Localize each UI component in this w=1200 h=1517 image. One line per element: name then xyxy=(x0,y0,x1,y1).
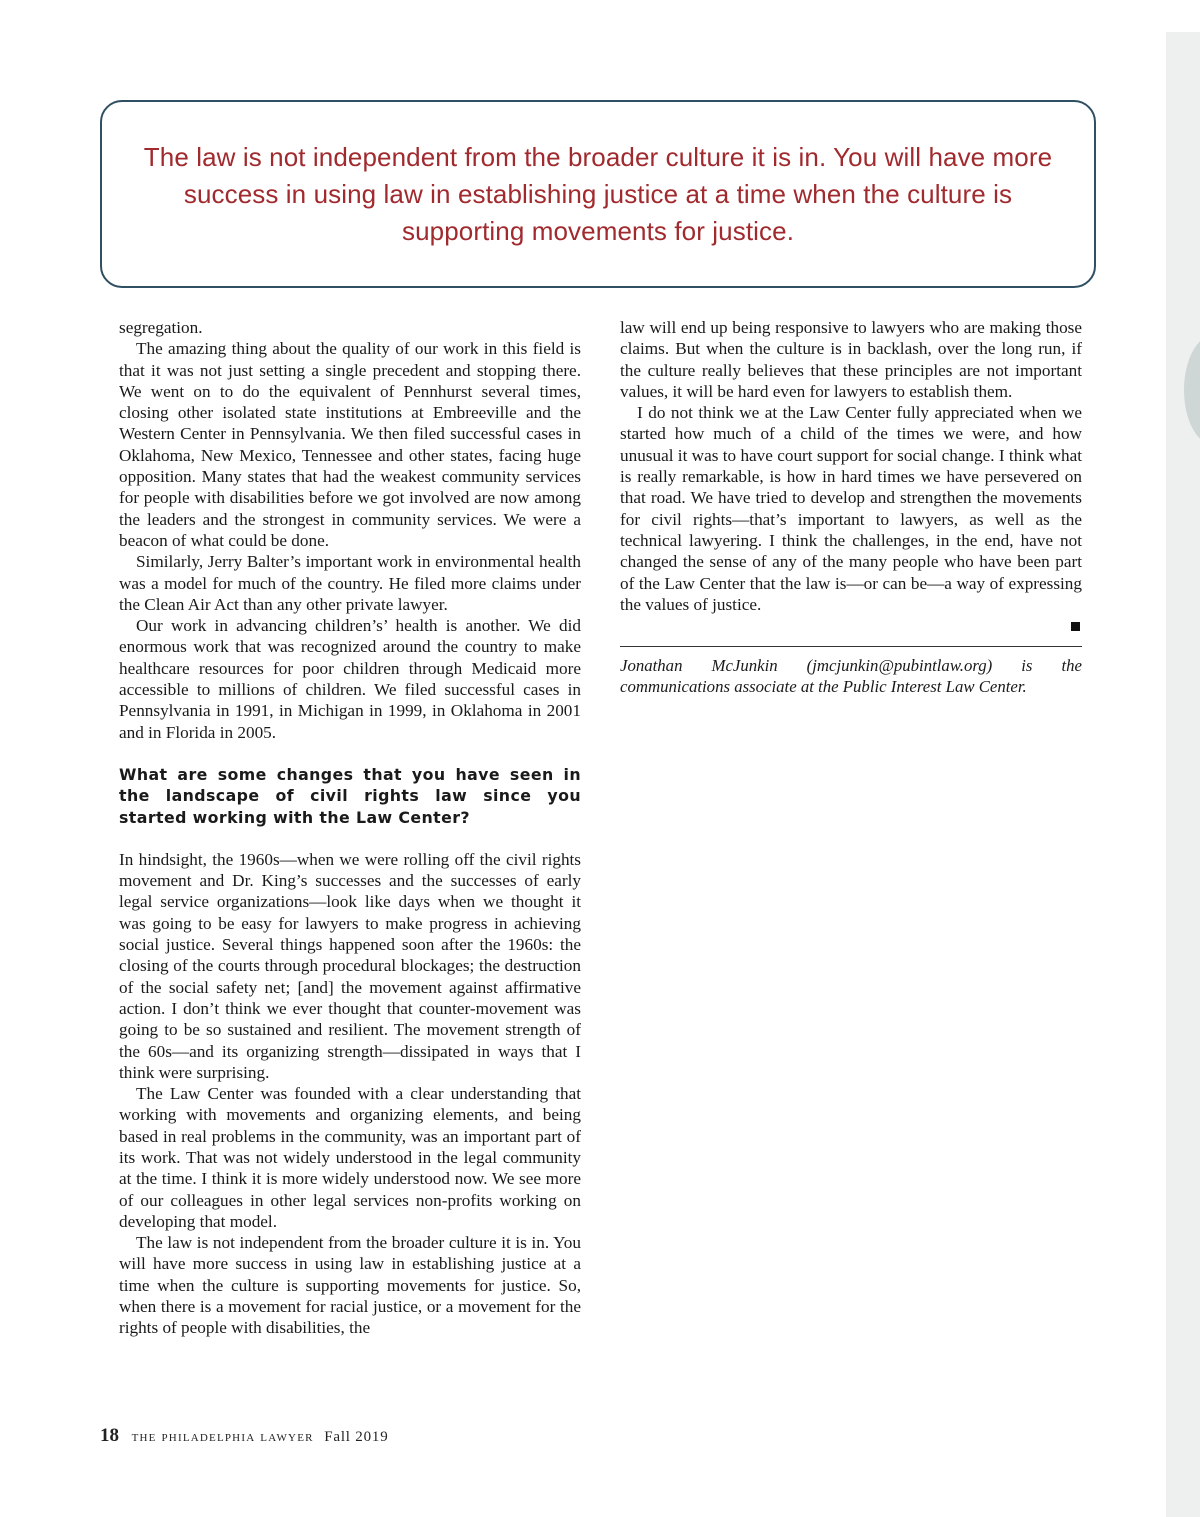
page-footer xyxy=(100,1425,389,1447)
paragraph: Our work in advancing children’s’ health is another. We did enormous work that was recognized around the country to make healthcare resources for poor children through Medicaid more accessible to millions of children. We filed successful cases in Pennsylvania in 1991, in Michigan in 1999, in Oklahoma in 2001 and in Florida in 2005. xyxy=(119,616,581,742)
paragraph: segregation. xyxy=(119,318,203,337)
page-number: 18 xyxy=(100,1425,119,1446)
issue-date: Fall 2019 xyxy=(324,1429,389,1445)
paragraph: I do not think we at the Law Center fully appreciated when we started how much of a child of the times we were, and how unusual it was to have court support for social change. I think what is really remarkable, is how in hard times we have persevered on that road. We have tried to develop and strengthen the movements for civil rights—that’s important to lawyers, as well as the technical lawyering. I think the challenges, in the end, have not changed the sense of any of the many people who have been part of the Law Center that the law is—or can be—a way of expressing the values of justice. xyxy=(620,403,1082,614)
right-column xyxy=(620,317,1082,698)
paragraph: The amazing thing about the quality of our work in this field is that it was not just setting a single precedent and stopping there. We went on to do the equivalent of Pennhurst several times, closing other isolated state institutions at Embreeville and the Western Center in Pennsylvania. We then filed successful cases in Oklahoma, New Mexico, Tennessee and other states, facing huge opposition. Many states that had the weakest community services for people with disabilities before we got involved are now among the leaders and the strongest in community services. We were a beacon of what could be done. xyxy=(119,339,581,550)
end-square-icon xyxy=(1071,622,1080,631)
paragraph: Similarly, Jerry Balter’s important work in environmental health was a model for much of the country. He filed more claims under the Clean Air Act than any other private lawyer. xyxy=(119,552,581,614)
paragraph: law will end up being responsive to lawyers who are making those claims. But when the culture is in backlash, over the long run, if the culture really believes that these principles are not important values, it will be hard even for lawyers to establish them. xyxy=(620,318,1082,401)
publication-name: the philadelphia lawyer xyxy=(131,1429,314,1445)
pull-quote: The law is not independent from the broader culture it is in. You will have more success in using law in establishing justice at a time when the culture is supporting movements for justice. xyxy=(143,141,1053,246)
interview-question: What are some changes that you have seen in the landscape of civil rights law since you started working with the Law Center? xyxy=(119,764,581,827)
author-bio: Jonathan McJunkin (jmcjunkin@pubintlaw.org) is the communications associate at the Public Interest Law Center. xyxy=(620,656,1082,697)
end-mark xyxy=(620,615,1082,636)
divider xyxy=(620,646,1082,647)
paragraph: The Law Center was founded with a clear understanding that working with movements and organizing elements, and being based in real problems in the community, was an important part of its work. That was not widely understood in the legal community at the time. I think it is more widely understood now. We see more of our colleagues in other legal services non-profits working on developing that model. xyxy=(119,1084,581,1231)
paragraph: In hindsight, the 1960s—when we were rolling off the civil rights movement and Dr. King’s successes and the successes of early legal service organizations—look like days when we thought it was going to be easy for lawyers to make progress in achieving social justice. Several things happened soon after the 1960s: the closing of the courts through procedural blockages; the destruction of the social safety net; [and] the movement against affirmative action. I don’t think we ever thought that counter-movement was going to be so sustained and resilient. The movement strength of the 60s—and its organizing strength—dissipated in ways that I think were surprising. xyxy=(119,849,581,1082)
paragraph: The law is not independent from the broader culture it is in. You will have more success in using law in establishing justice at a time when the culture is supporting movements for justice. So, when there is a movement for racial justice, or a movement for the rights of people with disabilities, the xyxy=(119,1233,581,1338)
left-column xyxy=(119,317,581,1339)
pull-quote-box xyxy=(100,100,1096,288)
page-edge-strip xyxy=(1166,32,1200,1517)
